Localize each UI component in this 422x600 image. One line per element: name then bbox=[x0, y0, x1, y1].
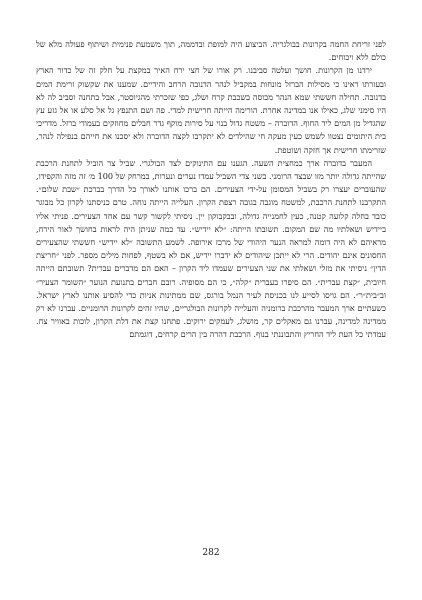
page-body bbox=[36, 38, 386, 342]
paragraph: ירדנו מן הקרונות. חושך ועלטה סביבנו. רק אורו של חצי ירח האיר במקצת על חלק זה של כדור הארץ ובעזרתו ראינו כי מסילות הברזל מונחות במקביל לנהר הדנובה הרחב והידיים. שמענו את שקשוק זרימת המים בדנובה. תחילה חששתי שמא הנהר מכוסה בשכבת קרח ושלג, כפי שזכרתי מהגיוסטר, אבל בתחנה וסביב לה לא היו סימני שלג, כאילו אנו במדינה אחרת. הורימה הייתה חרישית למדי. פה ושם התנפץ גל אל סלע או אל גזע עץ שהגדיל מן המים ליד החוף. הדוברה – משטח גדול בנוי על סירות מוקף גדר חבלים מחוזקים בעמודי ברזל. מדריכי בית היתומים נצטוו לשמש כעין מעקה חי שהילדים לא יתקרבו לקצה הדוברה ולא יסכנו את חייהם בנפילה לנהר, שזרימתו חרישית אך חזקה ושוטפת. bbox=[36, 65, 386, 155]
paragraph: לפני זריחת החמה בקרונות בבולגריה. הביצוע היה למופת ובדממה, תוך משמעת פנימית ושיתוף פעולה מלא של כולם ללא ויכוחים. bbox=[36, 39, 386, 63]
page-number: 282 bbox=[202, 548, 220, 558]
paragraph: המעבר בדוברה ארך כמחצית השעה. הגענו עם התינוקים לצד הבולגרי. שביל צר הוביל לתחנת הרכבת שהייתה גדולה יותר מזו שבצד הרומני. בשני צדי השביל עמדו נערים ונערות, במרחק של 100 מ׳ זה מזה והקפידו, שהעוברים יעצרו רק בשביל המסומן על-ידי הצעירים. הם ברכו אותנו לאורך כל הדרך בברכת ״שבת שלום״. התקרבנו לתחנת הרכבת, למשטח מוגבה בגובה רצפת הקרון. העלייה הייתה נוחה. טרם כניסתנו לקרון כל מבוגר כובד בחלה קלועה קטנה, כעין לחמנייה גדולה, ובבקבוקון יין. ניסיתי לקשור קשר עם אחד הצעירים. פניתי אליו ביידיש ושאלתיו מה שם המקום. תשובתו הייתה: ״לא יידיש״. עד כמה שניתן היה לראות בחושך לאור הירח, מראיהם לא היה דומה למראה הנער היהודי של מרכז אירופה. לשמע התשובה ״לא יידיש״ חששתי שהצעירים החסונים אינם יהודים. הרי לא ייתכן שיהודים לא ידברו יידיש, אם לא בשטף, לפחות מילים מספר. לפני ״חריצת הדין״ ניסיתי את מזלי ושאלתי את שני הצעירים שעמדו ליד הקרון – האם הם מדברים עברית? תשובתם הייתה חיובית, ״קצת עברית״. הם סיפרו בעברית ״קלה״, כי הם מסופיה. רובם חברים בתנועת הנוער ״השומר הצעיר״ וב״בית״ר״. הם גויסו לסייע לנו בכניסת לעיר הנמל בורגס, שם ממתינות אניות כדי להסיע אותנו לארץ ישראל. כשעתיים ארך המעבר מהרכבת ברומניה והעלייה לקרונות הבולגריים, שהיו זהים לקרונות הרומניים. עברנו לא רק ממדינה למדינה, עברנו גם מאקלים קר, מושלג, לעמקים ירוקים. פתחנו קצת את דלת הקרון, לוכות באוויר צח. עמדתי כל העת ליד החריץ והתבוננתי בנוף. הרכבת דהרה בין הרים קרחים, דוגמתם bbox=[36, 157, 386, 340]
